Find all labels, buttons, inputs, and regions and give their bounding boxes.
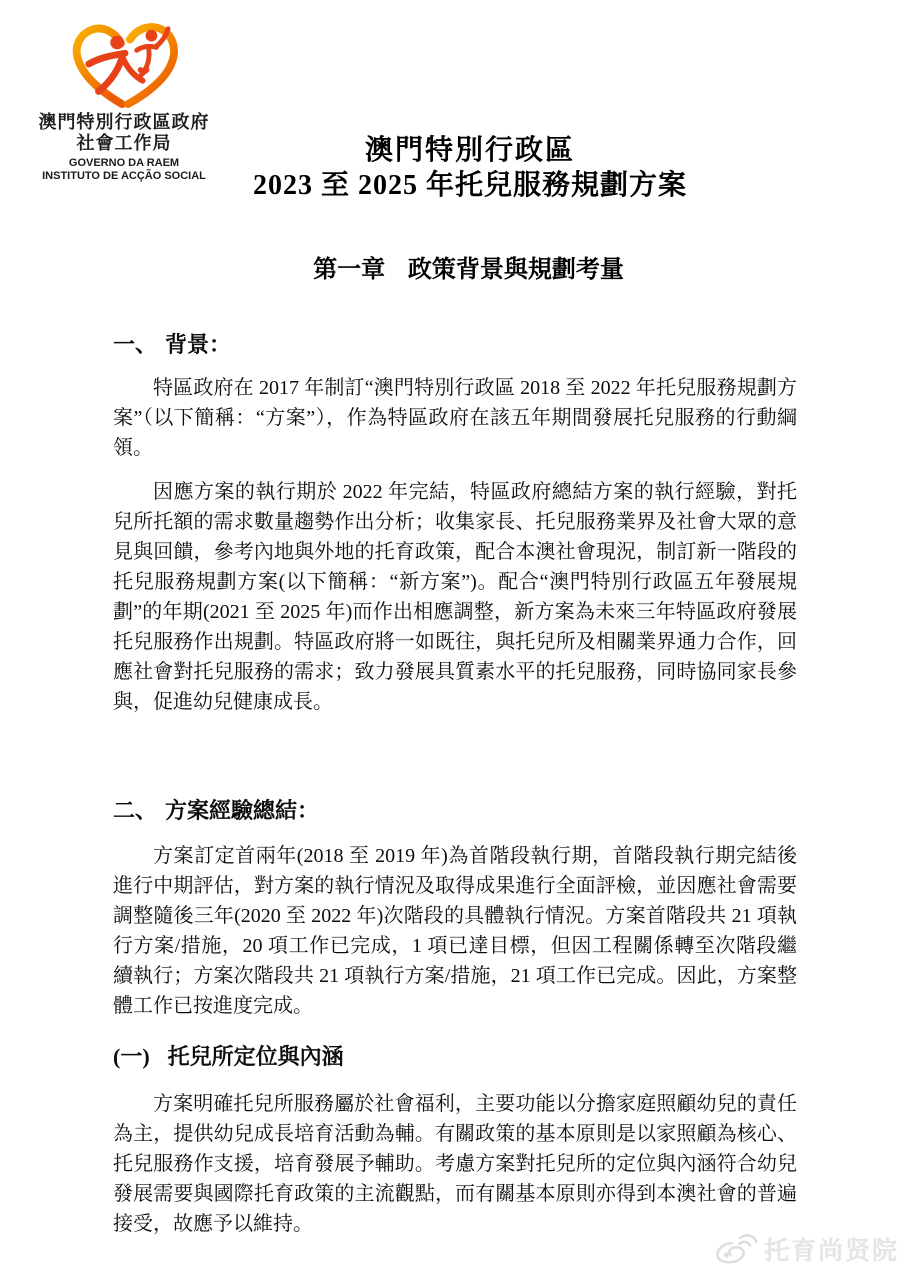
chapter-number: 第一章	[313, 257, 386, 283]
paragraph: 因應方案的執行期於 2022 年完結，特區政府總結方案的執行經驗，對托兒所托額的需求數量趨勢作出分析；收集家長、托兒服務業界及社會大眾的意見與回饋，參考內地與外地的托育政策，配合本澳社會現況，制訂新一階段的托兒服務規劃方案(以下簡稱：“新方案”)。配合“澳門特別行政區五年發展規劃”的年期(2021 至 2025 年)而作出相應調整，新方案為未來三年特區政府發展托兒服務作出規劃。特區政府將一如既往，與托兒所及相關業界通力合作，回應社會對托兒服務的需求；致力發展具質素水平的托兒服務，同時協同家長參與，促進幼兒健康成長。	[113, 481, 797, 713]
ias-logo-block	[18, 18, 230, 183]
weibo-eye-dot	[724, 1252, 729, 1257]
section-heading-background	[113, 331, 797, 359]
subsection-title: 托兒所定位與內涵	[167, 1044, 344, 1069]
paragraph: 方案訂定首兩年(2018 至 2019 年)為首階段執行期，首階段執行期完結後進行中期評估，對方案的執行情況及取得成果進行全面評檢，並因應社會需要調整隨後三年(2020 至 2022 年)次階段的具體執行情況。方案首階段共 21 項執行方案/措施，20 項工作已完成，1 項已達目標，但因工程關係轉至次階段繼續執行；方案次階段共 21 項執行方案/措施，21 項工作已完成。因此，方案整體工作已按進度完成。	[113, 845, 797, 1017]
org-name-zh-line1: 澳門特別行政區政府	[38, 112, 210, 132]
section-title: 方案經驗總結：	[165, 798, 320, 823]
section-number: 二、	[113, 798, 158, 823]
paragraph: 方案明確托兒所服務屬於社會福利，主要功能以分擔家庭照顧幼兒的責任為主，提供幼兒成長培育活動為輔。有關政策的基本原則是以家照顧為核心、托兒服務作支援，培育發展予輔助。考慮方案對托兒所的定位與內涵符合幼兒發展需要與國際托育政策的主流觀點，而有關基本原則亦得到本澳社會的普遍接受，故應予以維持。	[113, 1093, 797, 1235]
paragraph: 特區政府在 2017 年制訂“澳門特別行政區 2018 至 2022 年托兒服務規劃方案”（以下簡稱：“方案”），作為特區政府在該五年期間發展托兒服務的行動綱領。	[113, 377, 797, 459]
section-number: 一、	[113, 332, 158, 357]
chapter-title: 政策背景與規劃考量	[407, 257, 624, 283]
org-name-pt-line1: GOVERNO DA RAEM	[68, 157, 180, 169]
watermark-text: 托育尚贤院	[763, 1237, 899, 1265]
watermark	[713, 1231, 899, 1267]
document-body	[113, 326, 797, 1239]
subsection-number: (一)	[113, 1044, 150, 1069]
title-line-1: 澳門特別行政區	[364, 135, 575, 166]
chapter-heading	[26, 249, 911, 284]
org-name-zh-line2: 社會工作局	[76, 133, 172, 153]
heart-logo-icon	[65, 18, 183, 110]
title-line-2: 2023 至 2025 年托兒服務規劃方案	[252, 170, 687, 201]
subsection-heading-positioning	[113, 1043, 797, 1071]
section-heading-summary	[113, 797, 797, 825]
section-title: 背景：	[165, 332, 232, 357]
weibo-icon	[713, 1232, 757, 1266]
org-name-pt-line2: INSTITUTO DE ACÇÃO SOCIAL	[42, 170, 206, 182]
document-title	[235, 134, 705, 204]
